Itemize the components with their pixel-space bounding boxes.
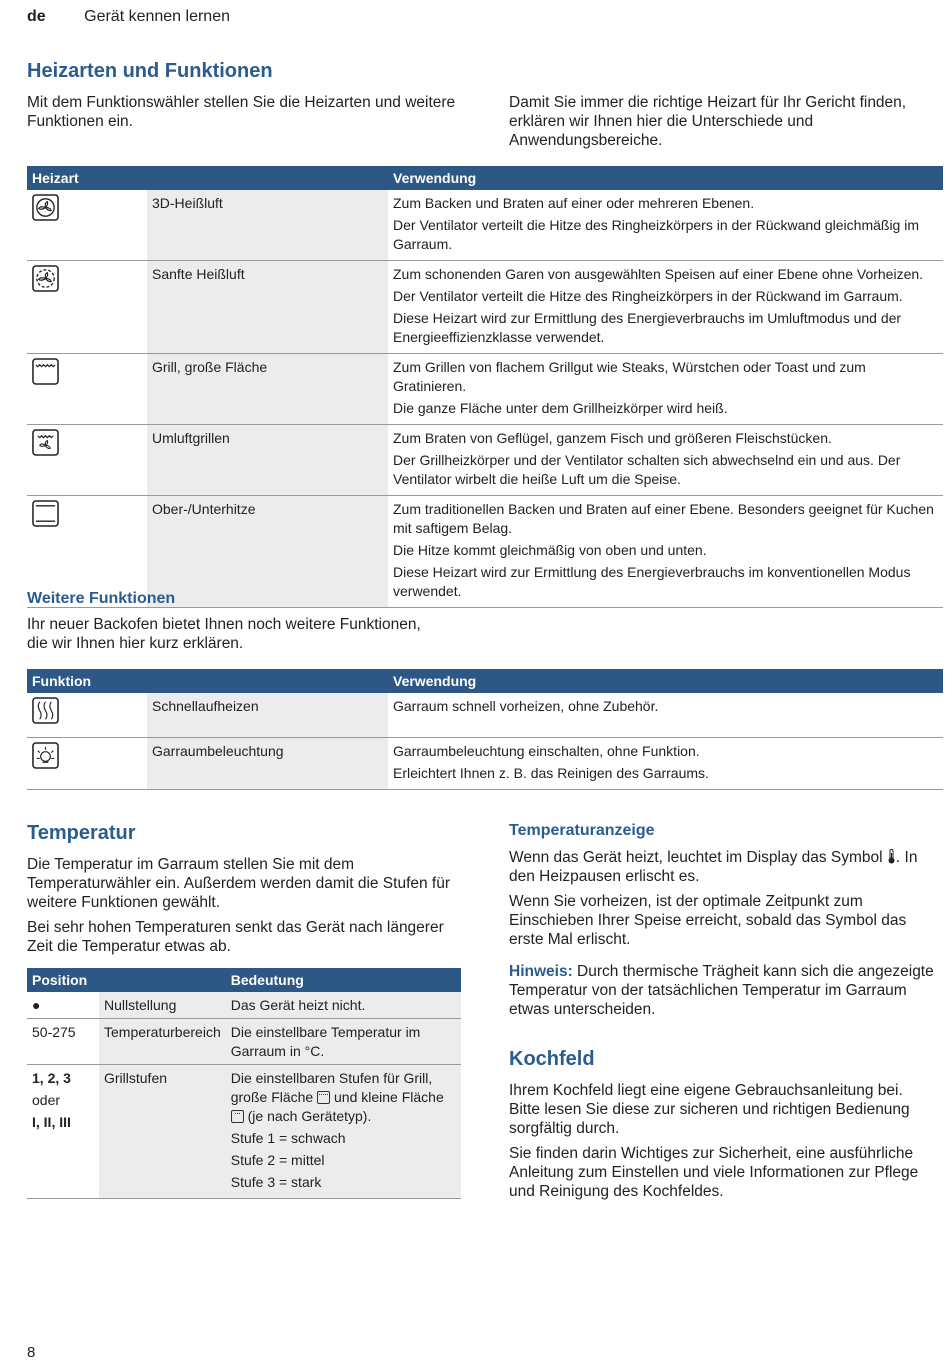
icon-cell: [27, 354, 147, 425]
position-value: 50-275: [27, 1019, 99, 1065]
usage-line: Zum Grillen von flachem Grillgut wie Steaks, Würstchen oder Toast und zum Gratinieren.: [393, 359, 866, 394]
funktion-name: Garraumbeleuchtung: [147, 738, 388, 790]
3d-hot-air-icon: [32, 194, 59, 221]
meaning-text: und kleine Fläche: [334, 1089, 444, 1105]
temperatur-paragraph-1: Die Temperatur im Garraum stellen Sie mit dem Temperaturwähler ein. Außerdem werden damit die Stufen für weitere Funktionen gewählt.: [27, 856, 451, 911]
meaning-text: (je nach Gerätetyp).: [247, 1108, 372, 1124]
heizart-name: Ober-/Unterhitze: [147, 496, 388, 608]
temperaturanzeige-paragraph-1: [509, 848, 924, 886]
meaning-line: [231, 1069, 456, 1126]
weitere-intro: Ihr neuer Backofen bietet Ihnen noch weitere Funktionen, die wir Ihnen hier kurz erklären.: [27, 616, 421, 652]
icon-cell: [27, 261, 147, 354]
position-meaning: [226, 1065, 461, 1199]
heizart-usage: [388, 190, 943, 261]
heizart-name: Grill, große Fläche: [147, 354, 388, 425]
heizart-name: Umluftgrillen: [147, 425, 388, 496]
table-row: [27, 738, 943, 790]
table-row: [27, 261, 943, 354]
rapid-heat-icon: [32, 697, 59, 724]
top-bottom-heat-icon: [32, 500, 59, 527]
usage-line: Der Ventilator verteilt die Hitze des Ringheizkörpers in der Rückwand im Garraum.: [393, 288, 903, 304]
col-header-bedeutung: Bedeutung: [226, 968, 461, 992]
thermometer-icon: [887, 849, 896, 864]
usage-line: Die ganze Fläche unter dem Grillheizkörper wird heiß.: [393, 400, 728, 416]
temperaturanzeige-title: Temperaturanzeige: [509, 822, 655, 839]
usage-line: Zum traditionellen Backen und Braten auf einer Ebene. Besonders geeignet für Kuchen mit saftigem Belag.: [393, 501, 934, 536]
position-meaning: Die einstellbare Temperatur im Garraum in °C.: [226, 1019, 461, 1065]
icon-cell: [27, 190, 147, 261]
usage-line: Der Grillheizkörper und der Ventilator schalten sich abwechselnd ein und aus. Der Ventilator wirbelt die heiße Luft um die Speise.: [393, 452, 901, 487]
kochfeld-paragraph-1: Ihrem Kochfeld liegt eine eigene Gebrauchsanleitung bei. Bitte lesen Sie diese zur sicheren und richtigen Bedienung sorgfältig durch.: [509, 1082, 910, 1137]
heizarten-table: [27, 166, 943, 608]
position-name: Nullstellung: [99, 992, 226, 1019]
usage-line: Zum schonenden Garen von ausgewählten Speisen auf einer Ebene ohne Vorheizen.: [393, 266, 924, 282]
temperatur-table: [27, 968, 461, 1199]
usage-line: Der Ventilator verteilt die Hitze des Ringheizkörpers in der Rückwand gleichmäßig im Garraum.: [393, 217, 920, 252]
grill-large-icon: [32, 358, 59, 385]
heizarten-intro-right: Damit Sie immer die richtige Heizart für Ihr Gericht finden, erklären wir Ihnen hier die Unterschiede und Anwendungsbereiche.: [509, 94, 907, 149]
hint-label: Hinweis:: [509, 963, 573, 980]
heizart-usage: [388, 261, 943, 354]
usage-line: Zum Braten von Geflügel, ganzem Fisch und größeren Fleischstücken.: [393, 430, 832, 446]
col-header-heizart: Heizart: [27, 166, 388, 190]
page-number: 8: [27, 1344, 36, 1361]
usage-line: Garraumbeleuchtung einschalten, ohne Funktion.: [393, 743, 700, 759]
grill-small-icon: [231, 1110, 244, 1123]
kochfeld-paragraph-2: Sie finden darin Wichtiges zur Sicherheit, eine ausführliche Anleitung zum Einstellen und viele Informationen zur Pflege und Reinigung des Kochfeldes.: [509, 1145, 919, 1200]
heizart-usage: [388, 425, 943, 496]
position-value: ●: [27, 992, 99, 1019]
position-name: Temperaturbereich: [99, 1019, 226, 1065]
funktion-usage: [388, 693, 943, 738]
position-arabic: 1, 2, 3: [32, 1070, 71, 1086]
table-row: [27, 1019, 461, 1065]
position-value: [27, 1065, 99, 1199]
section-title: Gerät kennen lernen: [84, 8, 230, 25]
heizart-name: Sanfte Heißluft: [147, 261, 388, 354]
col-header-verwendung: Verwendung: [388, 669, 943, 693]
position-or: oder: [32, 1092, 61, 1108]
level-1: Stufe 1 = schwach: [230, 1130, 346, 1146]
circulated-air-grill-icon: [32, 429, 59, 456]
heizart-usage: [388, 354, 943, 425]
temperatur-title: Temperatur: [27, 822, 136, 844]
icon-cell: [27, 425, 147, 496]
col-header-position: Position: [27, 968, 226, 992]
language-code: de: [27, 8, 46, 25]
usage-line: Die Hitze kommt gleichmäßig von oben und unten.: [393, 542, 707, 558]
temperatur-paragraph-2: Bei sehr hohen Temperaturen senkt das Gerät nach längerer Zeit die Temperatur etwas ab.: [27, 919, 444, 955]
heizart-usage: [388, 496, 943, 608]
heizart-name: 3D-Heißluft: [147, 190, 388, 261]
table-row: [27, 693, 943, 738]
col-header-verwendung: Verwendung: [388, 166, 943, 190]
position-name: Grillstufen: [99, 1065, 226, 1199]
usage-line: Diese Heizart wird zur Ermittlung des Energieverbrauchs im Umluftmodus und der Energieeffizienzklasse verwendet.: [393, 310, 902, 345]
position-roman: I, II, III: [32, 1114, 71, 1130]
heizarten-title: Heizarten und Funktionen: [27, 60, 273, 82]
oven-light-icon: [32, 742, 59, 769]
table-row: [27, 1065, 461, 1199]
meaning-text: Die einstellbaren Stufen für Grill, große Fläche: [230, 1070, 433, 1105]
gentle-hot-air-icon: [32, 265, 59, 292]
table-row: [27, 354, 943, 425]
hint-text: Durch thermische Trägheit kann sich die angezeigte Temperatur von der tatsächlichen Temperatur im Garraum etwas unterscheiden.: [509, 963, 934, 1018]
icon-cell: [27, 738, 147, 790]
page-header: [27, 8, 230, 26]
col-header-funktion: Funktion: [27, 669, 388, 693]
usage-line: Diese Heizart wird zur Ermittlung des Energieverbrauchs im konventionellen Modus verwendet.: [393, 564, 911, 599]
table-row: [27, 425, 943, 496]
level-2: Stufe 2 = mittel: [230, 1152, 325, 1168]
hint-paragraph: [509, 962, 934, 1019]
usage-line: Garraum schnell vorheizen, ohne Zubehör.: [393, 698, 659, 714]
table-row: [27, 190, 943, 261]
usage-line: Zum Backen und Braten auf einer oder mehreren Ebenen.: [393, 195, 755, 211]
usage-line: Erleichtert Ihnen z. B. das Reinigen des Garraums.: [393, 765, 709, 781]
text-part: Wenn das Gerät heizt, leuchtet im Display das Symbol: [509, 849, 883, 866]
funktion-name: Schnellaufheizen: [147, 693, 388, 738]
table-row: [27, 992, 461, 1019]
heizarten-intro-left: Mit dem Funktionswähler stellen Sie die Heizarten und weitere Funktionen ein.: [27, 94, 456, 130]
icon-cell: [27, 693, 147, 738]
weitere-table: [27, 669, 943, 790]
funktion-usage: [388, 738, 943, 790]
temperaturanzeige-paragraph-2: Wenn Sie vorheizen, ist der optimale Zeitpunkt zum Einschieben Ihrer Speise erreicht, sobald das Symbol das erste Mal erlischt.: [509, 893, 907, 948]
kochfeld-title: Kochfeld: [509, 1048, 595, 1070]
position-meaning: Das Gerät heizt nicht.: [226, 992, 461, 1019]
grill-large-icon: [317, 1091, 330, 1104]
level-3: Stufe 3 = stark: [230, 1174, 322, 1190]
weitere-title: Weitere Funktionen: [27, 590, 176, 607]
text-part: . In den Heizpausen erlischt es.: [509, 849, 918, 885]
